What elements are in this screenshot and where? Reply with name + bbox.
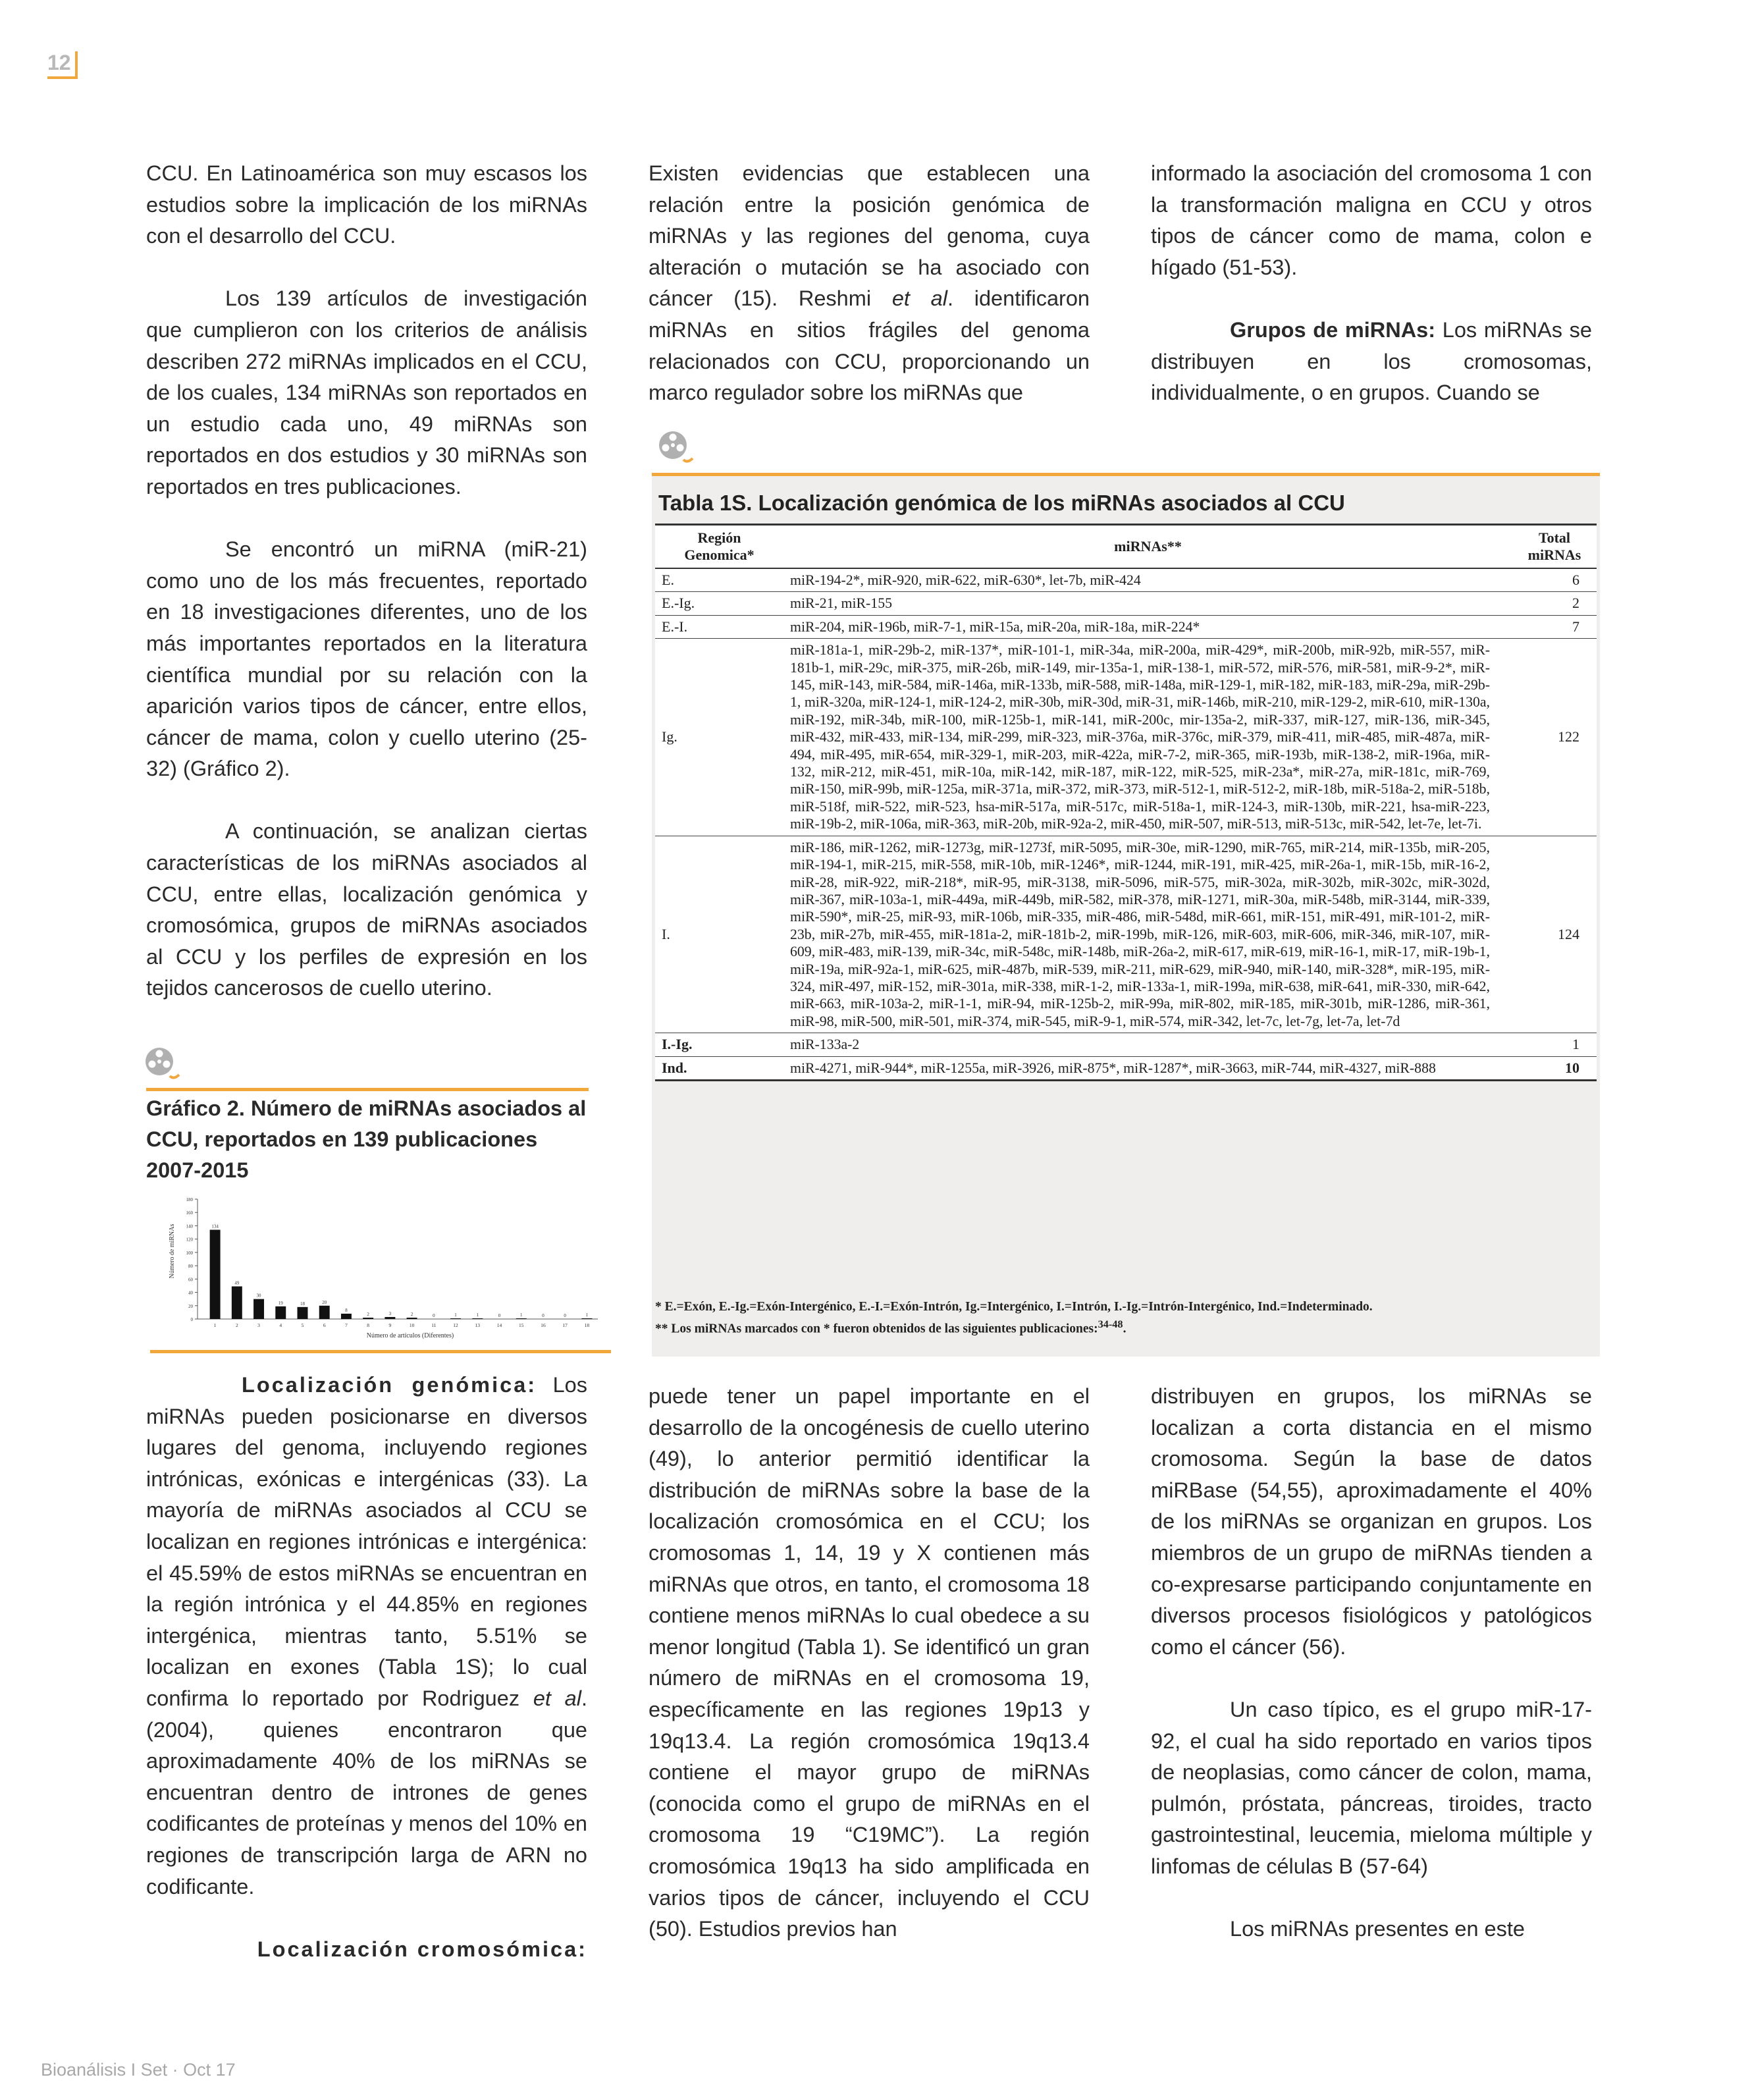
x-tick-label: 12 [453,1322,458,1328]
bar [472,1318,483,1319]
x-tick-label: 6 [323,1322,326,1328]
x-tick-label: 4 [279,1322,282,1328]
y-tick-label: 80 [188,1264,193,1270]
mirnas-cell: miR-133a-2 [783,1033,1512,1056]
table-notes [655,1299,1597,1338]
column-2-bottom [649,1381,1090,1945]
y-tick-label: 60 [188,1277,193,1283]
mirnas-cell: miR-186, miR-1262, miR-1273g, miR-1273f, miR-5095, miR-30e, miR-1290, miR-765, miR-214, miR-135b, miR-205, miR-194-1, miR-215, miR-558, miR-10b, miR-1246*, miR-1244, miR-191, miR-425, miR-26a-1, miR-15b, miR-16-2, miR-28, miR-922, miR-218*, miR-95, miR-3138, miR-5096, miR-575, miR-302a, miR-302b, miR-302c, miR-302d, miR-367, miR-103a-1, miR-449a, miR-449b, miR-582, miR-378, miR-1271, miR-30a, miR-548b, miR-3144, miR-339, miR-590*, miR-25, miR-93, miR-106b, miR-335, miR-486, miR-548d, miR-661, miR-151, miR-491, miR-101-2, miR-23b, miR-27b, miR-455, miR-181a-2, miR-181b-2, miR-199b, miR-126, miR-603, miR-606, miR-346, miR-107, miR-609, miR-483, miR-139, miR-34c, miR-548c, miR-148b, miR-26a-2, miR-617, miR-619, miR-16-1, miR-17, miR-19b-1, miR-19a, miR-92a-1, miR-625, miR-487b, miR-539, miR-211, miR-629, miR-940, miR-140, miR-328*, miR-195, miR-324, miR-497, miR-152, miR-301a, miR-338, miR-1-2, miR-133a-1, miR-199a, miR-638, miR-641, miR-330, miR-642, miR-663, miR-103a-2, miR-1-1, miR-94, miR-125b-2, miR-99a, miR-802, miR-185, miR-301b, miR-1286, miR-361, miR-98, miR-500, miR-501, miR-374, miR-545, miR-9-1, miR-574, miR-342, let-7c, let-7g, let-7a, let-7d [783,836,1512,1033]
paragraph: Los miRNAs presentes en este [1230,1917,1525,1941]
film-reel-icon [144,1046,180,1083]
header-region: Región Genomica* [655,525,783,569]
total-cell: 122 [1512,639,1597,836]
x-tick-label: 9 [388,1322,392,1328]
bar-value-label: 134 [211,1224,219,1229]
x-tick-label: 5 [301,1322,304,1328]
table-row [655,1033,1597,1056]
table-header-row [655,525,1597,569]
y-tick-label: 120 [186,1237,193,1243]
bar [210,1230,221,1319]
section-heading: Localización genómica: [242,1373,537,1397]
total-cell: 2 [1512,592,1597,615]
x-tick-label: 10 [409,1322,415,1328]
mirnas-cell: miR-194-2*, miR-920, miR-622, miR-630*, let-7b, miR-424 [783,568,1512,592]
bar-value-label: 0 [433,1313,435,1318]
table-row [655,615,1597,638]
table-rule [652,473,1600,476]
paragraph: puede tener un papel importante en el desarrollo de la oncogénesis de cuello uterino (49), lo anterior permitió identificar la distribución de miRNAs sobre la base de la localización cromosómica en el CCU; los cromosomas 1, 14, 19 y X contienen más miRNAs que otros, en tanto, el cromosoma 18 contiene menos miRNAs lo cual obedece a su menor longitud (Tabla 1). Se identificó un gran número de miRNAs en el cromosoma 19, específicamente en las regiones 19p13 y 19q13.4. La región cromosómica 19q13.4 contiene el mayor grupo de miRNAs (conocida como el grupo de miRNAs en el cromosoma 19 “C19MC”). La región cromosómica 19q13 ha sido amplificada en varios tipos de cáncer, incluyendo el CCU (50). Estudios previos han [649,1384,1090,1941]
bar-value-label: 0 [564,1313,566,1318]
paragraph: Se encontró un miRNA (miR-21) como uno de los más frecuentes, reportado en 18 investigaciones diferentes, uno de los más importantes reportados en la literatura científica mundial por su relación con la aparición varios tipos de cáncer, entre ellos, cáncer de mama, colon y cuello uterino (25-32) (Gráfico 2). [146,537,587,781]
film-reel-icon [657,429,694,466]
figure-title: Gráfico 2. Número de miRNAs asociados al CCU, reportados en 139 publicaciones 2007-2015 [146,1096,587,1182]
column-3-bottom [1151,1381,1592,1945]
table-row [655,639,1597,836]
bar-value-label: 2 [367,1311,369,1317]
paragraph: Un caso típico, es el grupo miR-17-92, el cual ha sido reportado en varios tipos de neoplasias, como cáncer de colon, mama, pulmón, próstata, páncreas, tiroides, tracto gastrointestinal, leucemia, mieloma múltiple y linfomas de células B (57-64) [1151,1697,1592,1878]
region-cell: E.-I. [655,615,783,638]
bar [384,1317,395,1319]
paragraph: informado la asociación del cromosoma 1 con la transformación maligna en CCU y otros tipos de cáncer como de mama, colon e hígado (51-53). [1151,161,1592,279]
x-tick-label: 13 [475,1322,481,1328]
section-heading: Grupos de miRNAs: [1230,317,1436,342]
region-cell: E.-Ig. [655,592,783,615]
y-tick-label: 40 [188,1290,193,1296]
mirna-table [655,524,1597,1081]
bar [253,1299,264,1319]
region-cell: Ig. [655,639,783,836]
region-cell: E. [655,568,783,592]
mirnas-cell: miR-181a-1, miR-29b-2, miR-137*, miR-101-1, miR-34a, miR-200a, miR-429*, miR-200b, miR-92b, miR-557, miR-181b-1, miR-29c, miR-375, miR-26b, miR-149, mir-135a-1, miR-138-1, miR-572, miR-576, miR-581, miR-9-2*, miR-145, miR-143, miR-584, miR-146a, miR-133b, miR-588, miR-148a, miR-129-1, miR-182, miR-183, miR-29a, miR-29b-1, miR-320a, miR-124-1, miR-124-2, miR-30b, miR-30d, miR-31, miR-146b, miR-210, miR-129-2, miR-610, miR-130a, miR-192, miR-34b, miR-100, miR-125b-1, miR-141, miR-200c, mir-135a-2, miR-337, miR-127, miR-136, miR-345, miR-432, miR-433, miR-134, miR-299, miR-323, miR-376a, miR-376c, miR-379, miR-411, miR-485, miR-487a, miR-494, miR-495, miR-654, miR-329-1, miR-203, miR-422a, miR-7-2, miR-365, miR-193b, miR-138-2, miR-196a, miR-132, miR-212, miR-451, miR-10a, miR-142, miR-187, miR-122, miR-525, miR-23a*, miR-27a, miR-181c, miR-769, miR-150, miR-99b, miR-125a, miR-371a, miR-372, miR-373, miR-512-1, miR-512-2, miR-18b, miR-518a-2, miR-518b, miR-518f, miR-522, miR-523, hsa-miR-517a, miR-517c, miR-518a-1, miR-124-3, miR-130b, miR-221, hsa-miR-223, miR-19b-2, miR-106a, miR-363, miR-20b, miR-92a-2, miR-450, miR-507, miR-513, miR-513c, miR-542, let-7e, let-7i. [783,639,1512,836]
bar [319,1306,330,1319]
y-tick-label: 0 [190,1317,193,1322]
table-row [655,836,1597,1033]
figure-rule [146,1088,589,1091]
paragraph [146,1934,587,1966]
bar [581,1318,592,1319]
bar-value-label: 2 [410,1311,413,1317]
bar-value-label: 3 [388,1310,392,1316]
table-note: ** Los miRNAs marcados con * fueron obtenidos de las siguientes publicaciones:$^{34-48}$. [655,1318,1127,1336]
paragraph: Grupos de miRNAs: Los miRNAs se distribuyen en los cromosomas, individualmente, o en grupos. Cuando se [1151,317,1592,405]
figure-underline [150,1350,611,1353]
bar-value-label: 0 [542,1313,544,1318]
x-tick-label: 7 [345,1322,348,1328]
bar-chart [150,1189,611,1347]
table-row [655,592,1597,615]
header-total: Total miRNAs [1512,525,1597,569]
bar-value-label: 18 [300,1301,305,1306]
table-note: * E.=Exón, E.-Ig.=Exón-Intergénico, E.-I.=Exón-Intrón, Ig.=Intergénico, I.=Intrón, I.-Ig.=Intrón-Intergénico, Ind.=Indeterminado. [655,1300,1373,1314]
table-wrapper [655,524,1597,1081]
bar-value-label: 8 [345,1307,348,1313]
y-tick-label: 100 [186,1250,193,1256]
bar-value-label: 1 [476,1312,479,1318]
bar [450,1318,461,1319]
y-tick-label: 20 [188,1303,193,1309]
bar-value-label: 0 [498,1313,501,1318]
x-tick-label: 2 [235,1322,238,1328]
bar-value-label: 1 [454,1312,457,1318]
bar-value-label: 1 [585,1312,589,1318]
table-row [655,1056,1597,1080]
bar [363,1318,373,1319]
y-tick-label: 140 [186,1224,193,1229]
y-axis-label: Número de miRNAs [169,1224,176,1279]
x-axis-label: Número de artículos (Diferentes) [366,1332,454,1339]
page-number: 12 [47,51,78,79]
total-cell: 7 [1512,615,1597,638]
table-row [655,568,1597,592]
mirnas-cell: miR-4271, miR-944*, miR-1255a, miR-3926, miR-875*, miR-1287*, miR-3663, miR-744, miR-4327, miR-888 [783,1056,1512,1080]
x-tick-label: 1 [213,1322,217,1328]
y-tick-label: 160 [186,1210,193,1216]
column-3-top [1151,158,1592,409]
x-tick-label: 15 [518,1322,524,1328]
column-1-bottom [146,1370,587,1965]
column-2-top [649,158,1090,409]
header-mirnas: miRNAs** [783,525,1512,569]
bar-value-label: 20 [322,1299,327,1305]
bar [516,1318,527,1319]
region-cell: I. [655,836,783,1033]
region-cell: Ind. [655,1056,783,1080]
chart-svg [150,1189,611,1347]
paragraph: Localización genómica: Los miRNAs pueden posicionarse en diversos lugares del genoma, incluyendo regiones intrónicas, exónicas e intergénicas (33). La mayoría de miRNAs asociados al CCU se localizan en regiones intrónicas e intergénica: el 45.59% de estos miRNAs se encuentran en la región intrónica y el 44.85% en regiones intergénica, mientras tanto, 5.51% se localizan en exones (Tabla 1S); lo cual confirma lo reportado por Rodriguez et al. (2004), quienes encontraron que aproximadamente 40% de los miRNAs se encuentran dentro de intrones de genes codificantes de proteínas y menos del 10% en regiones de transcripción larga de ARN no codificante. [146,1373,587,1898]
region-cell: I.-Ig. [655,1033,783,1056]
paragraph: A continuación, se analizan ciertas características de los miRNAs asociados al CCU, entre ellas, localización genómica y cromosómica, grupos de miRNAs asociados al CCU y los perfiles de expresión en los tejidos cancerosos de cuello uterino. [146,819,587,1000]
x-tick-label: 18 [584,1322,590,1328]
bar [341,1314,352,1319]
paragraph: Los 139 artículos de investigación que cumplieron con los criterios de análisis describen 272 miRNAs implicados en el CCU, de los cuales, 134 miRNAs son reportados en un estudio cada uno, 49 miRNAs son reportados en dos estudios y 30 miRNAs son reportados en tres publicaciones. [146,286,587,498]
bar [407,1318,417,1319]
bar-value-label: 49 [234,1280,240,1286]
y-tick-label: 180 [186,1197,193,1202]
bar-value-label: 1 [519,1312,523,1318]
section-heading: Localización cromosómica: [257,1937,587,1961]
bar [275,1306,286,1319]
x-tick-label: 3 [257,1322,260,1328]
total-cell: 6 [1512,568,1597,592]
paragraph: Existen evidencias que establecen una relación entre la posición genómica de miRNAs y las regiones del genoma, cuya alteración o mutación se ha asociado con cáncer (15). Reshmi et al. identificaron miRNAs en sitios frágiles del genoma relacionados con CCU, proporcionando un marco regulador sobre los miRNAs que [649,161,1090,405]
paragraph: distribuyen en grupos, los miRNAs se localizan a corta distancia en el mismo cromosoma. Según la base de datos miRBase (54,55), aproximadamente el 40% de los miRNAs se organizan en grupos. Los miembros de un grupo de miRNAs tienden a co-expresarse participando conjuntamente en diversos procesos fisiológicos y patológicos como el cáncer (56). [1151,1384,1592,1659]
bar [298,1307,308,1319]
table-title: Tabla 1S. Localización genómica de los miRNAs asociados al CCU [658,491,1345,515]
total-cell: 10 [1512,1056,1597,1080]
x-tick-label: 17 [562,1322,568,1328]
bar-value-label: 30 [256,1293,261,1299]
bar [232,1286,242,1319]
paragraph: CCU. En Latinoamérica son muy escasos los estudios sobre la implicación de los miRNAs con el desarrollo del CCU. [146,161,587,248]
x-tick-label: 16 [541,1322,546,1328]
bar-value-label: 19 [278,1300,283,1306]
x-tick-label: 14 [496,1322,502,1328]
mirnas-cell: miR-204, miR-196b, miR-7-1, miR-15a, miR-20a, miR-18a, miR-224* [783,615,1512,638]
column-1-top [146,158,587,1004]
footer: Bioanálisis I Set · Oct 17 [41,2060,236,2080]
mirnas-cell: miR-21, miR-155 [783,592,1512,615]
x-tick-label: 8 [367,1322,370,1328]
total-cell: 124 [1512,836,1597,1033]
x-tick-label: 11 [431,1322,437,1328]
total-cell: 1 [1512,1033,1597,1056]
